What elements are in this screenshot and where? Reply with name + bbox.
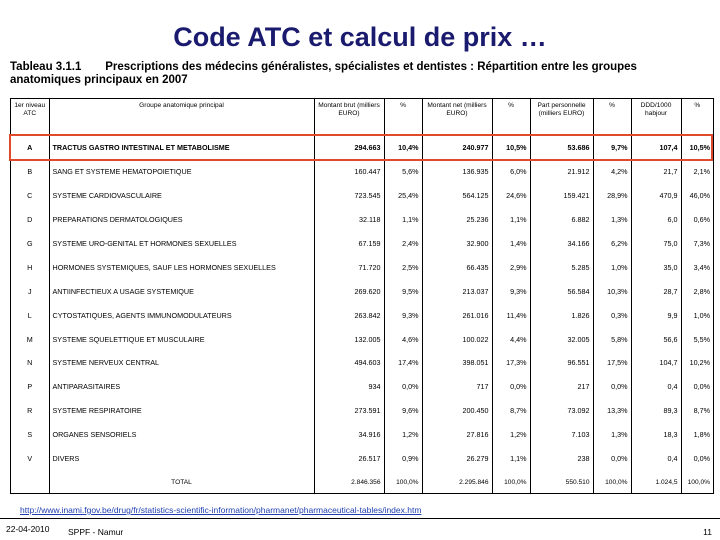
cell-net-pct: 100,0%	[492, 470, 530, 494]
cell-net-pct: 9,3%	[492, 279, 530, 303]
cell-personal-pct: 17,5%	[593, 351, 631, 375]
cell-personal: 32.005	[530, 327, 593, 351]
cell-level: R	[11, 399, 49, 423]
source-link[interactable]: http://www.inami.fgov.be/drug/fr/statistics-scientific-information/pharmanet/pharmaceutical-tables/index.htm	[20, 505, 422, 515]
cell-gross: 132.005	[314, 327, 384, 351]
cell-gross-pct: 1,2%	[384, 423, 422, 447]
cell-ddd-pct: 0,0%	[693, 454, 710, 464]
table-row	[11, 232, 713, 256]
cell-net: 25.236	[422, 208, 492, 232]
cell-group: SYSTEME NERVEUX CENTRAL	[49, 351, 314, 375]
cell-ddd: 0,4	[631, 375, 681, 399]
table-row	[11, 351, 713, 375]
cell-gross: 71.720	[314, 255, 384, 279]
table-caption	[10, 61, 710, 87]
cell-ddd-pct: 10,5%	[689, 143, 710, 153]
cell-gross-pct: 4,6%	[384, 327, 422, 351]
cell-ddd: 107,4	[631, 136, 681, 160]
cell-group: ANTIPARASITAIRES	[49, 375, 314, 399]
cell-ddd-pct: 7,3%	[693, 239, 710, 248]
cell-personal-pct: 6,2%	[593, 232, 631, 256]
cell-net: 398.051	[422, 351, 492, 375]
cell-ddd: 9,9	[631, 303, 681, 327]
col-header-ddd-pct: %	[681, 99, 713, 136]
cell-gross: 67.159	[314, 232, 384, 256]
cell-gross-pct: 2,5%	[384, 255, 422, 279]
cell-level: V	[11, 447, 49, 471]
table-row	[11, 160, 713, 184]
cell-ddd-pct: 0,6%	[693, 215, 710, 225]
cell-personal-pct: 1,3%	[593, 423, 631, 447]
cell-group: ORGANES SENSORIELS	[49, 423, 314, 447]
col-header-net-pct: %	[492, 99, 530, 136]
table-header-row	[11, 99, 713, 136]
table-row	[11, 375, 713, 399]
cell-ddd: 28,7	[631, 279, 681, 303]
cell-net-pct: 10,5%	[492, 136, 530, 160]
table-caption-text: Prescriptions des médecins généralistes, spécialistes et dentistes : Répartition entre les groupes anatomiques principaux en 2007	[10, 61, 637, 86]
cell-group: SYSTEME SQUELETTIQUE ET MUSCULAIRE	[49, 327, 314, 351]
cell-gross-pct: 10,4%	[384, 136, 422, 160]
cell-personal-pct: 28,9%	[593, 184, 631, 208]
cell-personal: 53.686	[530, 136, 593, 160]
table-row	[11, 327, 713, 351]
cell-personal-pct: 0,3%	[593, 303, 631, 327]
cell-group: SYSTEME CARDIOVASCULAIRE	[49, 184, 314, 208]
cell-net: 213.037	[422, 279, 492, 303]
col-header-ddd: DDD/1000 habjour	[631, 99, 681, 136]
cell-total-label: TOTAL	[49, 470, 314, 494]
cell-personal: 238	[530, 447, 593, 471]
cell-level: J	[11, 279, 49, 303]
cell-net-pct: 11,4%	[492, 303, 530, 327]
cell-gross: 160.447	[314, 160, 384, 184]
cell-group: HORMONES SYSTEMIQUES, SAUF LES HORMONES SEXUELLES	[49, 255, 314, 279]
cell-ddd: 104,7	[631, 351, 681, 375]
col-header-net: Montant net (milliers EURO)	[422, 99, 492, 136]
cell-level: A	[11, 136, 49, 160]
cell-personal: 1.826	[530, 303, 593, 327]
cell-personal-pct: 4,2%	[593, 160, 631, 184]
cell-level	[11, 470, 49, 494]
slide-title: Code ATC et calcul de prix …	[173, 22, 547, 52]
cell-level: C	[11, 184, 49, 208]
cell-gross: 294.663	[314, 136, 384, 160]
cell-net: 261.016	[422, 303, 492, 327]
cell-personal-pct: 13,3%	[593, 399, 631, 423]
cell-personal: 217	[530, 375, 593, 399]
table-total-row	[11, 470, 713, 494]
cell-ddd: 89,3	[631, 399, 681, 423]
cell-gross: 273.591	[314, 399, 384, 423]
cell-gross: 269.620	[314, 279, 384, 303]
cell-ddd-pct: 46,0%	[689, 191, 710, 201]
table-row	[11, 184, 713, 208]
table-row	[11, 399, 713, 423]
cell-level: G	[11, 232, 49, 256]
cell-net-pct: 8,7%	[492, 399, 530, 423]
cell-net-pct: 1,1%	[492, 208, 530, 232]
footer-org: SPPF - Namur	[68, 527, 124, 537]
cell-net: 200.450	[422, 399, 492, 423]
cell-level: D	[11, 208, 49, 232]
cell-ddd-pct: 1,0%	[693, 310, 710, 320]
cell-net: 717	[422, 375, 492, 399]
cell-ddd: 56,6	[631, 327, 681, 351]
cell-ddd-pct: 0,0%	[693, 382, 710, 392]
cell-level: S	[11, 423, 49, 447]
cell-ddd-pct: 10,2%	[689, 358, 710, 368]
footer-date: 22-04-2010	[6, 524, 50, 534]
cell-ddd-pct: 2,1%	[693, 167, 710, 177]
col-header-group: Groupe anatomique principal	[49, 99, 314, 136]
cell-level: B	[11, 160, 49, 184]
cell-gross-pct: 9,6%	[384, 399, 422, 423]
cell-gross: 263.842	[314, 303, 384, 327]
cell-ddd: 470,9	[631, 184, 681, 208]
cell-gross-pct: 0,0%	[384, 375, 422, 399]
cell-net-pct: 2,9%	[492, 255, 530, 279]
cell-ddd-pct: 8,7%	[693, 406, 710, 416]
cell-personal-pct: 9,7%	[593, 136, 631, 160]
footer-divider	[0, 518, 720, 519]
cell-gross: 26.517	[314, 447, 384, 471]
cell-net-pct: 1,1%	[492, 447, 530, 471]
cell-net-pct: 1,2%	[492, 423, 530, 447]
col-header-personal: Part personnelle (milliers EURO)	[530, 99, 593, 136]
cell-ddd: 0,4	[631, 447, 681, 471]
cell-net: 27.816	[422, 423, 492, 447]
cell-net: 240.977	[422, 136, 492, 160]
cell-personal: 73.092	[530, 399, 593, 423]
cell-net-pct: 17,3%	[492, 351, 530, 375]
page-number: 11	[703, 527, 712, 537]
cell-group: SYSTEME RESPIRATOIRE	[49, 399, 314, 423]
cell-net: 26.279	[422, 447, 492, 471]
cell-net: 564.125	[422, 184, 492, 208]
cell-level: H	[11, 255, 49, 279]
cell-group: SYSTEME URO-GENITAL ET HORMONES SEXUELLES	[49, 232, 314, 256]
cell-gross: 934	[314, 375, 384, 399]
cell-personal-pct: 1,3%	[593, 208, 631, 232]
cell-gross: 2.846.356	[314, 470, 384, 494]
cell-net-pct: 1,4%	[492, 232, 530, 256]
cell-gross-pct: 0,9%	[384, 447, 422, 471]
cell-gross: 34.916	[314, 423, 384, 447]
cell-ddd: 1.024,5	[631, 470, 681, 494]
cell-personal: 550.510	[530, 470, 593, 494]
cell-gross-pct: 2,4%	[384, 232, 422, 256]
cell-ddd-pct: 5,5%	[693, 334, 710, 344]
cell-personal-pct: 100,0%	[593, 470, 631, 494]
cell-gross-pct: 9,3%	[384, 303, 422, 327]
cell-personal: 7.103	[530, 423, 593, 447]
table-number: Tableau 3.1.1	[10, 61, 82, 73]
cell-gross: 32.118	[314, 208, 384, 232]
cell-level: M	[11, 327, 49, 351]
cell-gross: 723.545	[314, 184, 384, 208]
cell-ddd-pct: 2,8%	[693, 286, 710, 296]
col-header-personal-pct: %	[593, 99, 631, 136]
cell-net-pct: 6,0%	[492, 160, 530, 184]
cell-group: TRACTUS GASTRO INTESTINAL ET METABOLISME	[49, 136, 314, 160]
cell-group: ANTIINFECTIEUX A USAGE SYSTEMIQUE	[49, 279, 314, 303]
cell-ddd: 6,0	[631, 208, 681, 232]
table-row	[11, 447, 713, 471]
highlight-box	[9, 134, 713, 161]
cell-ddd-pct: 1,8%	[693, 430, 710, 440]
col-header-gross: Montant brut (milliers EURO)	[314, 99, 384, 136]
col-header-gross-pct: %	[384, 99, 422, 136]
cell-net: 66.435	[422, 255, 492, 279]
cell-personal: 6.882	[530, 208, 593, 232]
col-header-level: 1er niveau ATC	[11, 99, 49, 136]
cell-personal-pct: 1,0%	[593, 255, 631, 279]
cell-ddd: 75,0	[631, 232, 681, 256]
cell-net-pct: 4,4%	[492, 327, 530, 351]
cell-gross-pct: 25,4%	[384, 184, 422, 208]
cell-gross-pct: 1,1%	[384, 208, 422, 232]
cell-gross-pct: 9,5%	[384, 279, 422, 303]
cell-group: SANG ET SYSTEME HEMATOPOIETIQUE	[49, 160, 314, 184]
cell-personal: 21.912	[530, 160, 593, 184]
cell-group: DIVERS	[49, 447, 314, 471]
cell-net: 32.900	[422, 232, 492, 256]
cell-group: CYTOSTATIQUES, AGENTS IMMUNOMODULATEURS	[49, 303, 314, 327]
cell-net: 100.022	[422, 327, 492, 351]
cell-ddd-pct: 100,0%	[687, 478, 710, 486]
cell-level: L	[11, 303, 49, 327]
cell-personal: 56.584	[530, 279, 593, 303]
cell-ddd-pct: 3,4%	[693, 262, 710, 272]
cell-group: PREPARATIONS DERMATOLOGIQUES	[49, 208, 314, 232]
table-row	[11, 423, 713, 447]
cell-level: N	[11, 351, 49, 375]
cell-personal: 34.166	[530, 232, 593, 256]
cell-personal-pct: 5,8%	[593, 327, 631, 351]
cell-net: 136.935	[422, 160, 492, 184]
table-row	[11, 255, 713, 279]
cell-gross-pct: 100,0%	[384, 470, 422, 494]
cell-gross-pct: 17,4%	[384, 351, 422, 375]
table-row	[11, 208, 713, 232]
cell-net-pct: 0,0%	[492, 375, 530, 399]
cell-level: P	[11, 375, 49, 399]
cell-personal: 5.285	[530, 255, 593, 279]
table-row	[11, 279, 713, 303]
cell-ddd: 35,0	[631, 255, 681, 279]
cell-personal-pct: 0,0%	[593, 375, 631, 399]
cell-net-pct: 24,6%	[492, 184, 530, 208]
cell-personal-pct: 0,0%	[593, 447, 631, 471]
cell-personal: 96.551	[530, 351, 593, 375]
cell-net: 2.295.846	[422, 470, 492, 494]
table-row	[11, 303, 713, 327]
cell-personal-pct: 10,3%	[593, 279, 631, 303]
table-body	[11, 136, 713, 495]
cell-gross-pct: 5,6%	[384, 160, 422, 184]
cell-ddd: 18,3	[631, 423, 681, 447]
cell-ddd: 21,7	[631, 160, 681, 184]
cell-gross: 494.603	[314, 351, 384, 375]
cell-personal: 159.421	[530, 184, 593, 208]
